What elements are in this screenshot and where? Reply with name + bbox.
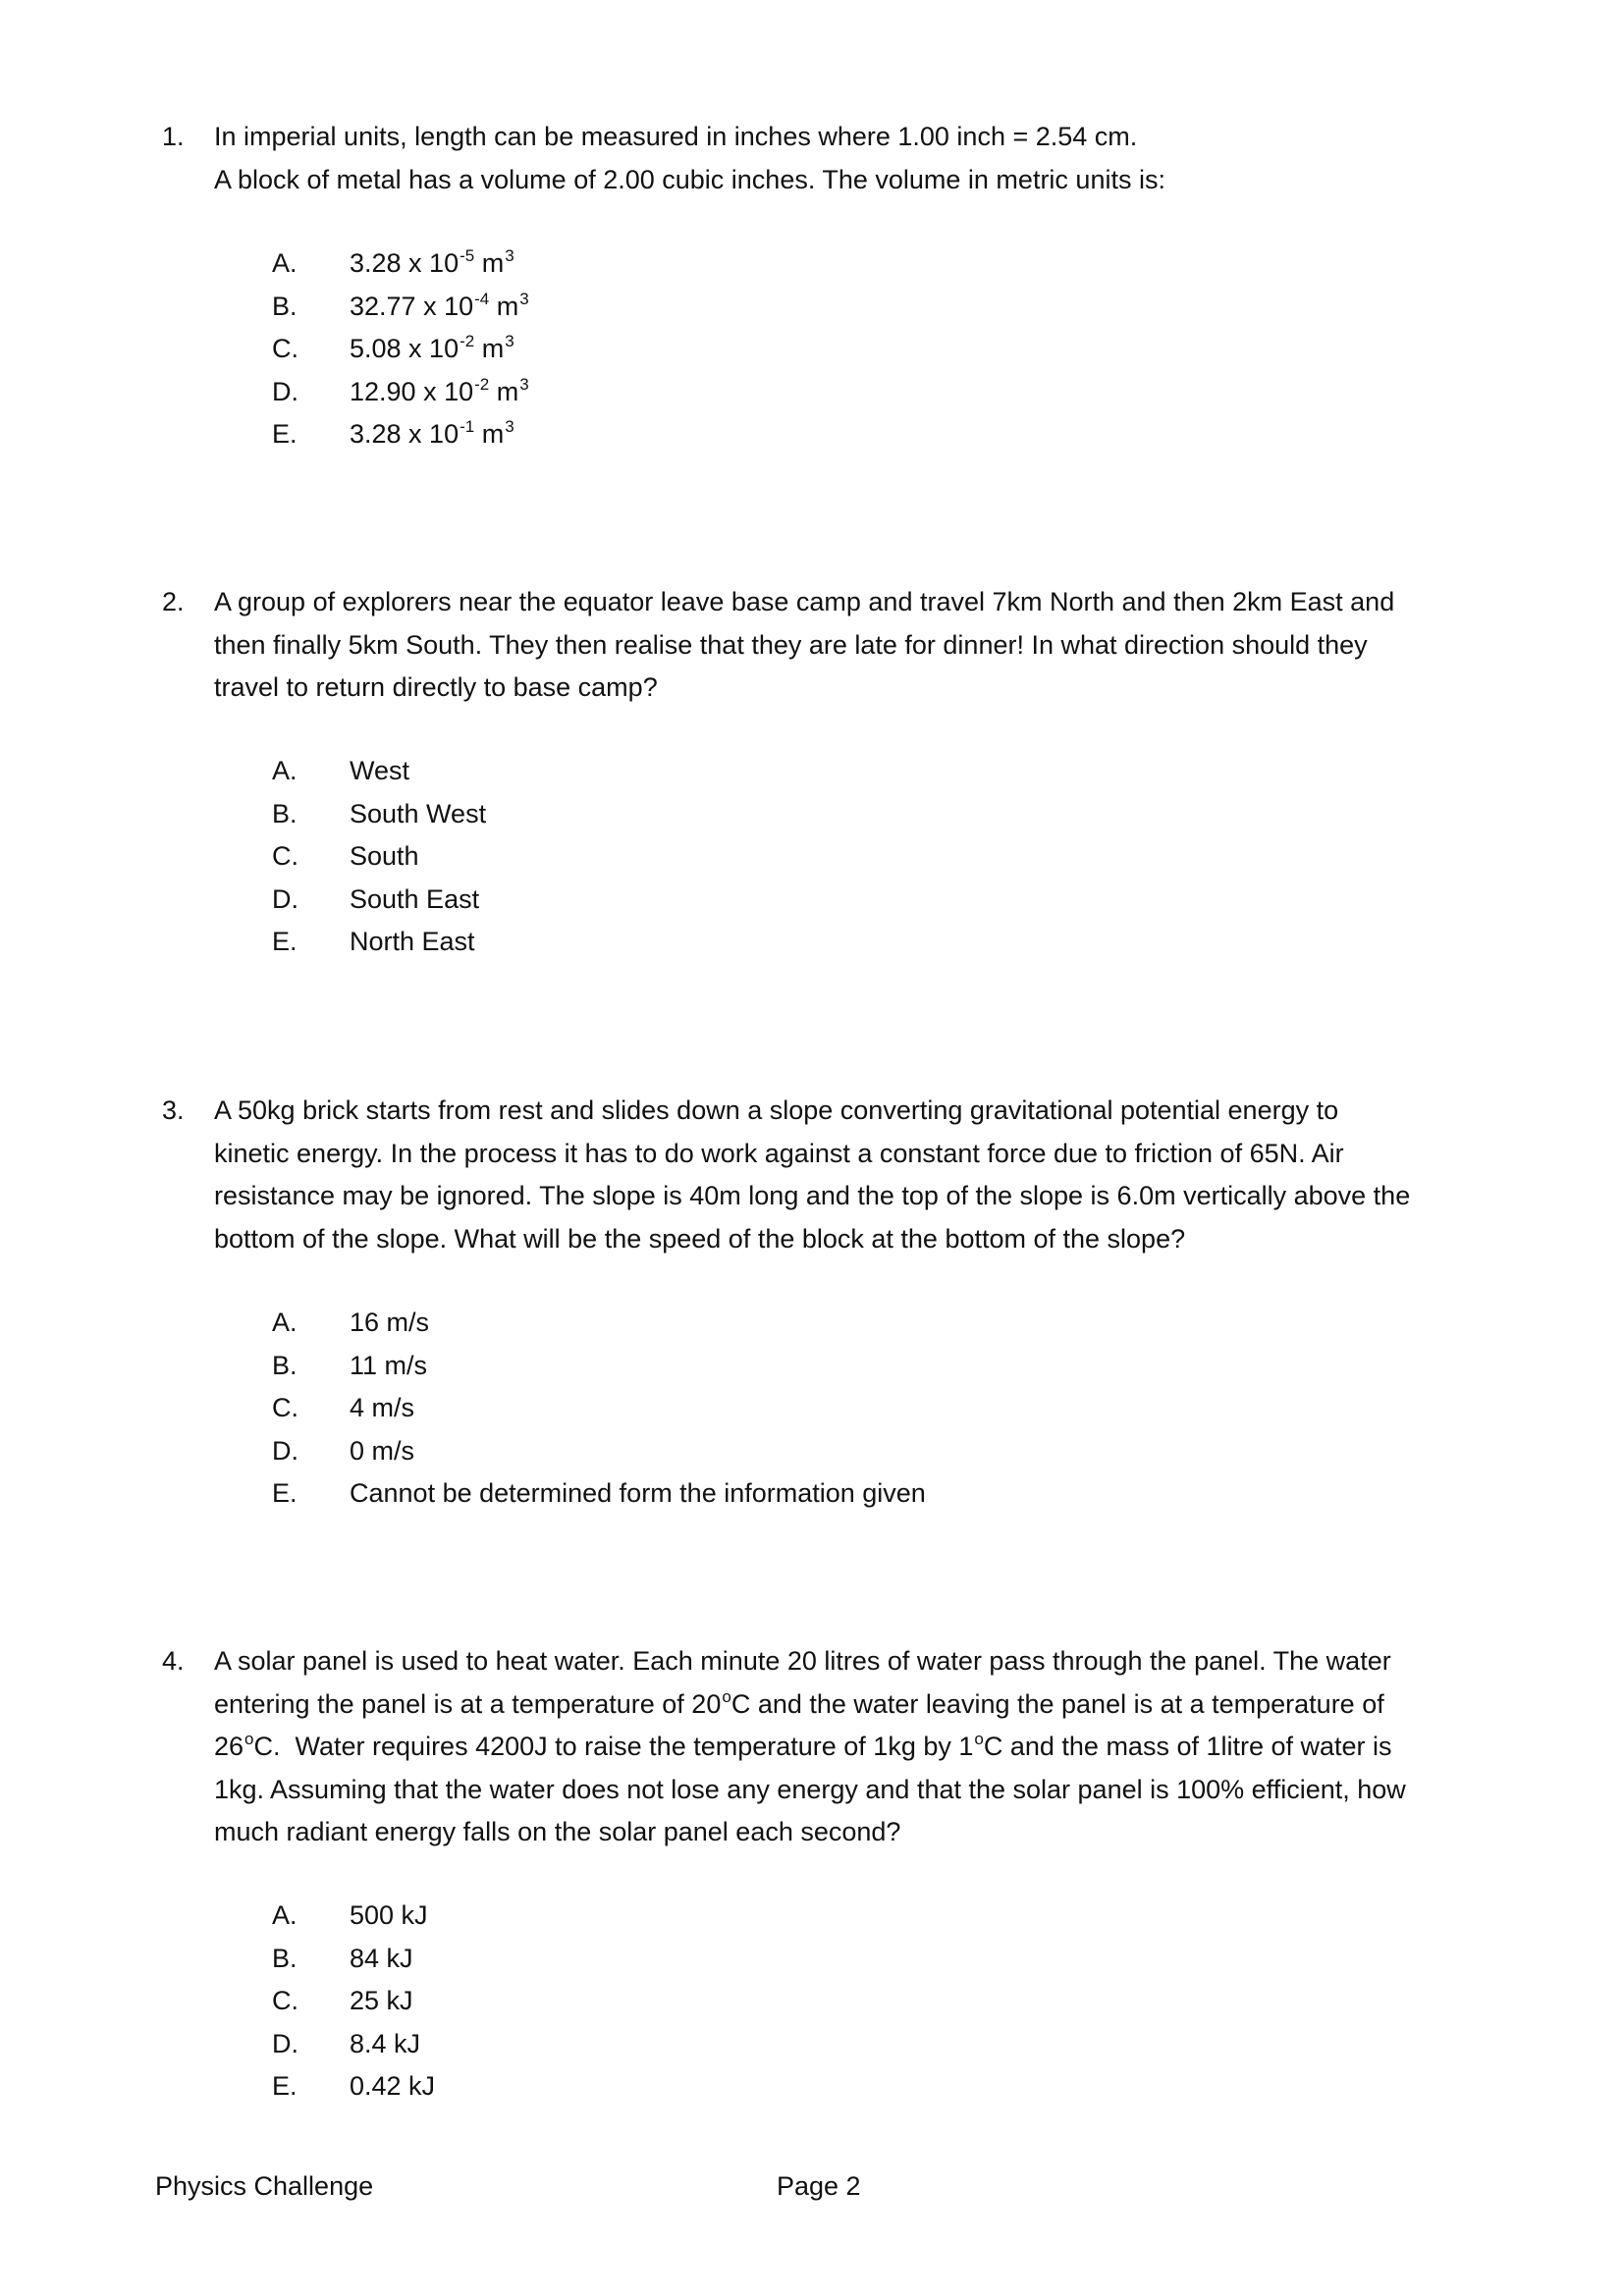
question-text: resistance may be ignored. The slope is 40m long and the top of the slope is 6.0m vertically above the — [214, 1181, 1411, 1210]
question-1 — [162, 116, 1488, 201]
question-text: A solar panel is used to heat water. Each minute 20 litres of water pass through the panel. The water — [214, 1646, 1391, 1676]
question-text: In imperial units, length can be measured in inches where 1.00 inch = 2.54 cm. — [214, 122, 1138, 151]
question-text: 1kg. Assuming that the water does not lose any energy and that the solar panel is 100% efficient, how — [214, 1774, 1406, 1804]
question-text: A block of metal has a volume of 2.00 cubic inches. The volume in metric units is: — [214, 164, 1165, 194]
question-text: A 50kg brick starts from rest and slides down a slope converting gravitational potential energy to — [214, 1095, 1339, 1125]
question-text: much radiant energy falls on the solar panel each second? — [214, 1817, 901, 1846]
question-text: then finally 5km South. They then realise that they are late for dinner! In what direction should they — [214, 629, 1368, 660]
question-text: travel to return directly to base camp? — [214, 672, 658, 702]
question-number: 3. — [162, 1095, 185, 1125]
footer-page-number: Page 2 — [777, 2171, 861, 2201]
question-text: bottom of the slope. What will be the speed of the block at the bottom of the slope? — [214, 1223, 1186, 1254]
question-text: 26$^o$C. Water requires 4200J to raise the temperature of 1kg by 1$^o$C and the mass of 1litre of water is — [214, 1730, 1392, 1761]
question-text: entering the panel is at a temperature of 20$^o$C and the water leaving the panel is at a temperature of — [214, 1686, 1384, 1719]
question-text: kinetic energy. In the process it has to do work against a constant force due to friction of 65N. Air — [214, 1138, 1344, 1168]
question-2 — [162, 581, 1488, 710]
footer-title: Physics Challenge — [155, 2171, 374, 2201]
question-number: 2. — [162, 587, 185, 616]
question-number: 4. — [162, 1646, 185, 1676]
question-number: 1. — [162, 122, 185, 151]
question-4 — [162, 1640, 1488, 1854]
question-3 — [162, 1090, 1488, 1260]
question-text: A group of explorers near the equator leave base camp and travel 7km North and then 2km East and — [214, 587, 1395, 616]
